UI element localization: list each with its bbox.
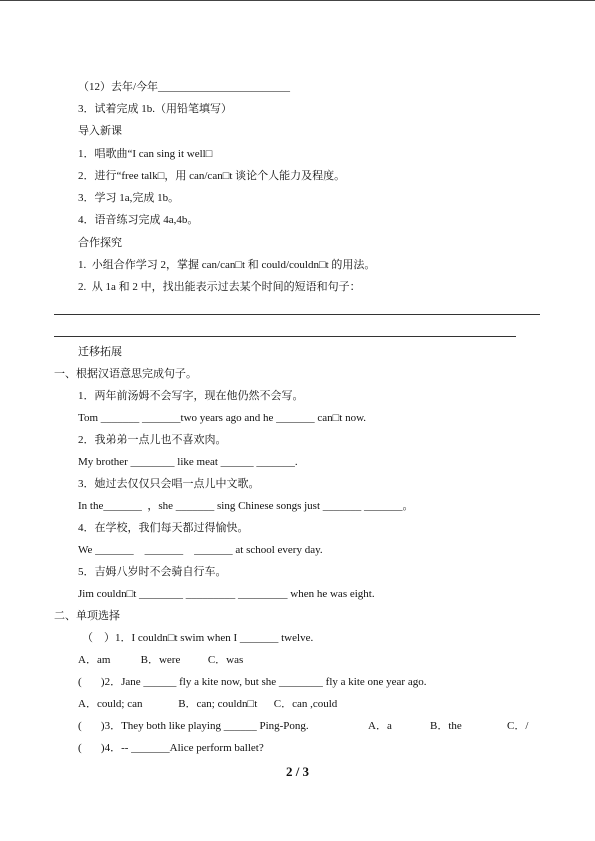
sentence-4-chinese: 4．在学校，我们每天都过得愉快。 (78, 522, 249, 534)
answer-line-2 (54, 336, 516, 337)
intro-step-1: 1．唱歌曲“I can sing it well□ (78, 148, 213, 160)
mc-question-2-options: A．could; can B．can; couldn□t C．can ,could (78, 698, 338, 710)
item-12-last-this-year: （12）去年/今年________________________ (78, 81, 291, 93)
part-2-heading: 二、单项选择 (54, 610, 120, 622)
intro-step-3: 3．学习 1a,完成 1b。 (78, 192, 180, 204)
mc-question-2: ( )2．Jane ______ fly a kite now, but she ________ fly a kite one year ago. (78, 676, 427, 688)
intro-step-2: 2．进行“free talk□，用 can/can□t 谈论个人能力及程度。 (78, 170, 346, 182)
mc-question-3-option-b: B．the (430, 720, 462, 732)
page-number: 2 / 3 (285, 764, 310, 779)
answer-line-1 (54, 314, 540, 315)
mc-question-3-option-c: C．/ (507, 720, 529, 732)
sentence-1-chinese: 1．两年前汤姆不会写字，现在他仍然不会写。 (78, 390, 304, 402)
section-heading-introduction: 导入新课 (78, 125, 122, 137)
mc-question-3: ( )3．They both like playing ______ Ping-Pong. (78, 720, 309, 732)
sentence-3-english: In the_______ ，she _______ sing Chinese songs just _______ _______。 (78, 500, 414, 512)
mc-question-1: （ ）1．I couldn□t swim when I _______ twelve. (82, 632, 314, 644)
mc-question-3-option-a: A．a (368, 720, 392, 732)
coop-step-1: 1. 小组合作学习 2，掌握 can/can□t 和 could/couldn□t 的用法。 (78, 259, 376, 271)
section-heading-extension: 迁移拓展 (78, 346, 122, 358)
mc-question-1-options: A．am B．were C．was (78, 654, 244, 666)
section-heading-cooperation: 合作探究 (78, 237, 122, 249)
mc-question-4: ( )4．-- _______Alice perform ballet? (78, 742, 264, 754)
sentence-2-english: My brother ________ like meat ______ _______. (78, 456, 298, 468)
page-top-border (0, 0, 595, 1)
sentence-2-chinese: 2．我弟弟一点儿也不喜欢肉。 (78, 434, 227, 446)
sentence-5-chinese: 5．吉姆八岁时不会骑自行车。 (78, 566, 227, 578)
task-complete-1b: 3．试着完成 1b.（用铅笔填写） (78, 103, 232, 115)
sentence-5-english: Jim couldn□t ________ _________ _________ when he was eight. (78, 588, 375, 600)
sentence-3-chinese: 3．她过去仅仅只会唱一点儿中文歌。 (78, 478, 260, 490)
sentence-1-english: Tom _______ _______two years ago and he _______ can□t now. (78, 412, 367, 424)
part-1-heading: 一、根据汉语意思完成句子。 (54, 368, 197, 380)
coop-step-2: 2. 从 1a 和 2 中，找出能表示过去某个时间的短语和句子： (78, 281, 361, 293)
intro-step-4: 4．语音练习完成 4a,4b。 (78, 214, 199, 226)
sentence-4-english: We _______ _______ _______ at school every day. (78, 544, 323, 556)
